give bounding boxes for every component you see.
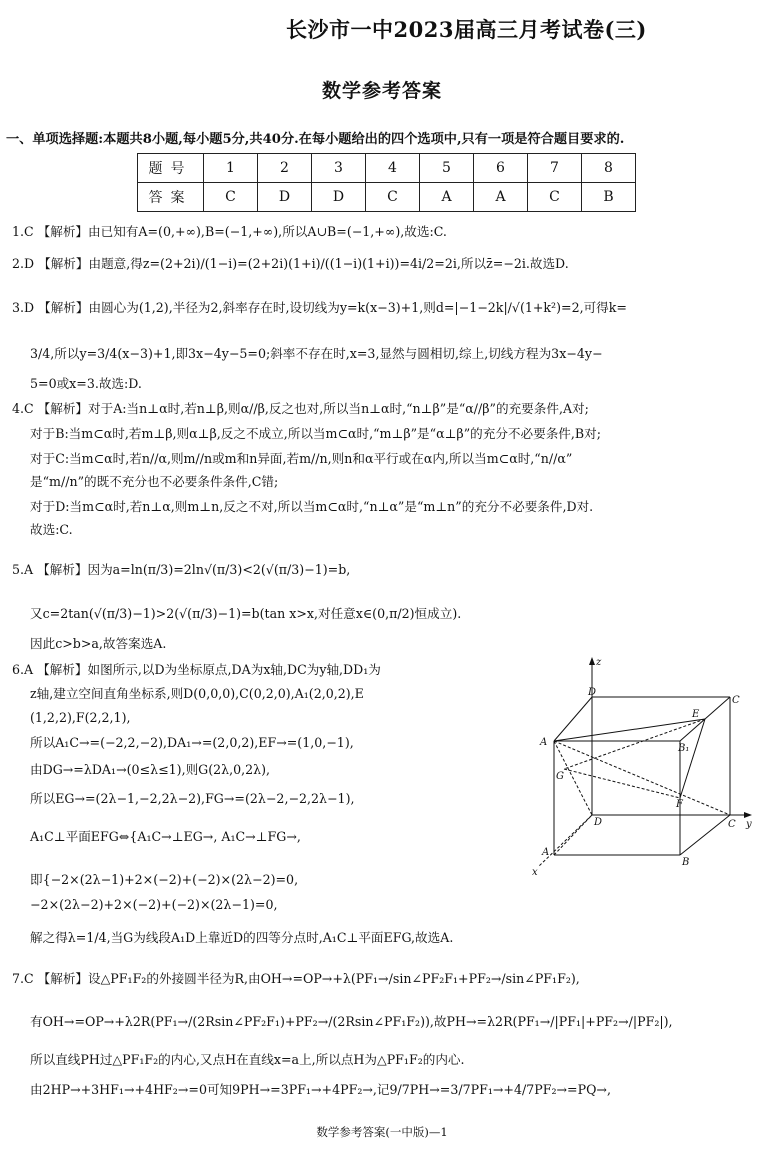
- solution-line: (1,2,2),F(2,2,1),: [30, 710, 131, 725]
- solution-line: 由2HP→+3HF₁→+4HF₂→=0可知9PH→=3PF₁→+4PF₂→,记9/7PH→=3/7PF₁→+4/7PF₂→=PQ→,: [30, 1082, 611, 1097]
- table-cell: 3: [312, 154, 366, 183]
- label-F: F: [676, 799, 683, 810]
- page-subtitle: 数学参考答案: [321, 80, 442, 102]
- solution-line: 又c=2tan(√(π/3)−1)>2(√(π/3)−1)=b(tan x>x,对任意x∈(0,π/2)恒成立).: [30, 606, 462, 621]
- label-y: y: [746, 819, 752, 830]
- solution-line: 所以直线PH过△PF₁F₂的内心,又点H在直线x=a上,所以点H为△PF₁F₂的内心.: [30, 1052, 465, 1067]
- table-cell: D: [312, 183, 366, 212]
- label-E: E: [692, 709, 700, 720]
- table-row-answers: [138, 183, 636, 212]
- solution-line: 故选:C.: [30, 522, 73, 537]
- table-cell: 8: [582, 154, 636, 183]
- solution-line: z轴,建立空间直角坐标系,则D(0,0,0),C(0,2,0),A₁(2,0,2),E: [30, 686, 364, 701]
- table-cell: C: [528, 183, 582, 212]
- table-cell: B: [582, 183, 636, 212]
- solution-line: 5.A 【解析】因为a=ln(π/3)=2ln√(π/3)<2(√(π/3)−1)=b,: [12, 562, 351, 577]
- label-A: A: [542, 847, 550, 858]
- table-cell: 4: [366, 154, 420, 183]
- solution-line: 7.C 【解析】设△PF₁F₂的外接圆半径为R,由OH→=OP→+λ(PF₁→/sin∠PF₂F₁+PF₂→/sin∠PF₁F₂),: [12, 971, 580, 986]
- label-D1: D: [588, 687, 597, 698]
- solution-line: 是“m//n”的既不充分也不必要条件条件,C错;: [30, 474, 279, 489]
- label-C1: C: [732, 695, 740, 706]
- table-cell: 7: [528, 154, 582, 183]
- row-label-answer: 答案: [138, 183, 204, 212]
- solution-line: 4.C 【解析】对于A:当n⊥α时,若n⊥β,则α//β,反之也对,所以当n⊥α时,“n⊥β”是“α//β”的充要条件,A对;: [12, 401, 589, 416]
- solution-line: 对于D:当m⊂α时,若n⊥α,则m⊥n,反之不对,所以当m⊂α时,“n⊥α”是“m⊥n”的充分不必要条件,D对.: [30, 499, 594, 514]
- solution-line: 所以A₁C→=(−2,2,−2),DA₁→=(2,0,2),EF→=(1,0,−1),: [30, 735, 354, 750]
- answer-table: [137, 153, 636, 212]
- solution-line: 3.D 【解析】由圆心为(1,2),半径为2,斜率存在时,设切线为y=k(x−3)+1,则d=|−1−2k|/√(1+k²)=2,可得k=: [12, 300, 627, 315]
- section-heading: 一、单项选择题:本题共8小题,每小题5分,共40分.在每小题给出的四个选项中,只有一项是符合题目要求的.: [6, 132, 625, 147]
- table-cell: A: [474, 183, 528, 212]
- table-cell: 5: [420, 154, 474, 183]
- label-D: D: [594, 817, 603, 828]
- x-axis: [538, 815, 592, 867]
- solution-line: 5=0或x=3.故选:D.: [30, 376, 142, 391]
- table-cell: 6: [474, 154, 528, 183]
- table-cell: C: [204, 183, 258, 212]
- solution-line: 6.A 【解析】如图所示,以D为坐标原点,DA为x轴,DC为y轴,DD₁为: [12, 662, 381, 677]
- solution-line: A₁C⊥平面EFG⇔{A₁C→⊥EG→, A₁C→⊥FG→,: [30, 829, 301, 844]
- label-A1: A: [540, 737, 548, 748]
- label-G: G: [556, 771, 564, 782]
- table-cell: C: [366, 183, 420, 212]
- label-B1: B₁: [678, 743, 690, 754]
- label-z: z: [596, 657, 602, 668]
- cube-figure: [520, 655, 760, 880]
- page-footer: 数学参考答案(一中版)—1: [316, 1125, 448, 1139]
- solution-line: 对于B:当m⊂α时,若m⊥β,则α⊥β,反之不成立,所以当m⊂α时,“m⊥β”是“α⊥β”的充分不必要条件,B对;: [30, 426, 601, 441]
- solution-line: 有OH→=OP→+λ2R(PF₁→/(2Rsin∠PF₂F₁)+PF₂→/(2Rsin∠PF₁F₂)),故PH→=λ2R(PF₁→/|PF₁|+PF₂→/|PF₂|),: [30, 1014, 673, 1029]
- solution-line: −2×(2λ−2)+2×(−2)+(−2)×(2λ−1)=0,: [30, 897, 278, 912]
- solution-line: 2.D 【解析】由题意,得z=(2+2i)/(1−i)=(2+2i)(1+i)/((1−i)(1+i))=4i/2=2i,所以z̄=−2i.故选D.: [12, 256, 569, 271]
- solution-line: 因此c>b>a,故答案选A.: [30, 636, 167, 651]
- row-label-number: 题号: [138, 154, 204, 183]
- page-title: 长沙市一中2023届高三月考试卷(三): [286, 17, 647, 42]
- label-x: x: [532, 867, 538, 878]
- label-C: C: [728, 819, 736, 830]
- solution-line: 由DG→=λDA₁→(0≤λ≤1),则G(2λ,0,2λ),: [30, 762, 271, 777]
- table-cell: 2: [258, 154, 312, 183]
- solution-line: 解之得λ=1/4,当G为线段A₁D上靠近D的四等分点时,A₁C⊥平面EFG,故选A.: [30, 930, 454, 945]
- table-cell: A: [420, 183, 474, 212]
- label-B: B: [682, 857, 690, 868]
- table-row-numbers: [138, 154, 636, 183]
- solution-line: 即{−2×(2λ−1)+2×(−2)+(−2)×(2λ−2)=0,: [30, 872, 299, 887]
- table-cell: 1: [204, 154, 258, 183]
- solution-line: 1.C 【解析】由已知有A=(0,+∞),B=(−1,+∞),所以A∪B=(−1,+∞),故选:C.: [12, 224, 447, 239]
- table-cell: D: [258, 183, 312, 212]
- solution-line: 对于C:当m⊂α时,若n//α,则m//n或m和n异面,若m//n,则n和α平行或在α内,所以当m⊂α时,“n//α”: [30, 451, 573, 466]
- solution-line: 所以EG→=(2λ−1,−2,2λ−2),FG→=(2λ−2,−2,2λ−1),: [30, 791, 355, 806]
- solution-line: 3/4,所以y=3/4(x−3)+1,即3x−4y−5=0;斜率不存在时,x=3,显然与圆相切,综上,切线方程为3x−4y−: [30, 346, 603, 361]
